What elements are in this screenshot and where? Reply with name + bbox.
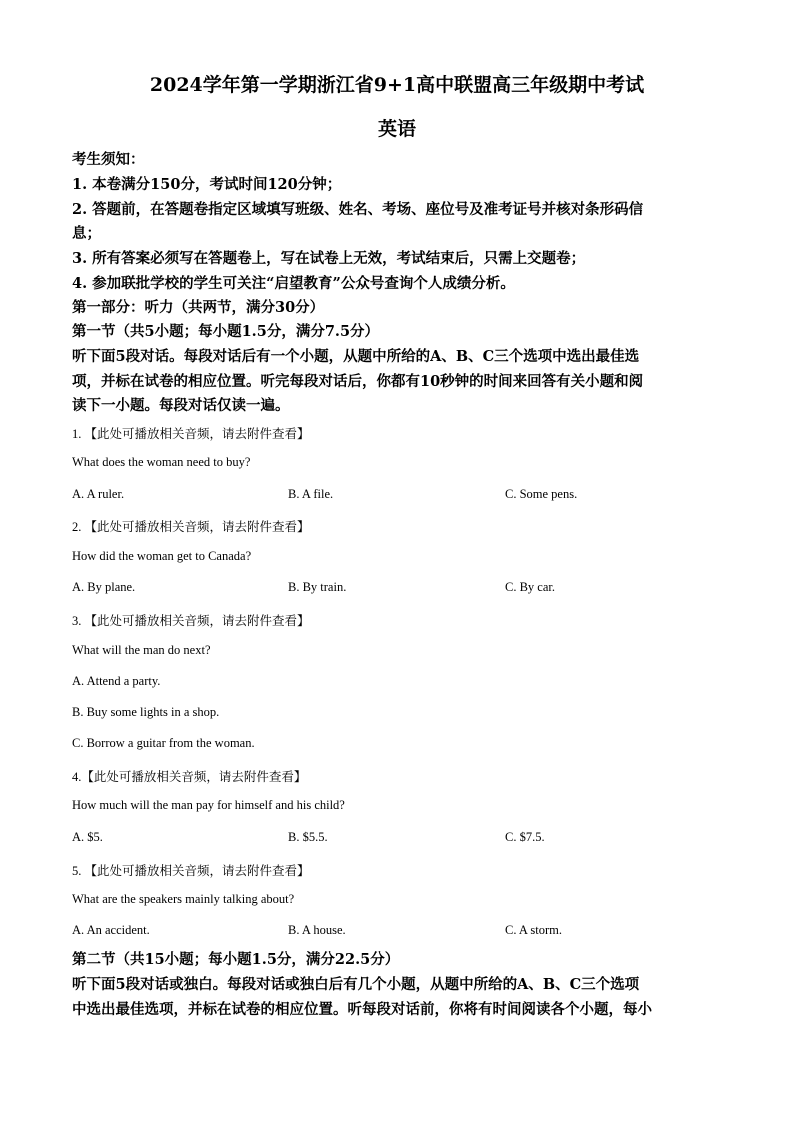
question-number: 2.	[72, 520, 82, 534]
question-4-text: How much will the man pay for himself and his child?	[72, 798, 345, 812]
question-2-option-c: C. By car.	[505, 580, 555, 594]
question-number: 1.	[72, 427, 82, 441]
audio-note: 【此处可播放相关音频，请去附件查看】	[84, 863, 310, 878]
question-number: 4.	[72, 770, 82, 784]
question-4-option-b: B. $5.5.	[288, 830, 328, 844]
question-3-audio-note	[72, 611, 310, 629]
question-3-option-b: B. Buy some lights in a shop.	[72, 705, 220, 719]
question-4-audio-note	[72, 767, 306, 785]
question-2-audio-note	[72, 517, 310, 535]
part1-heading: 第一部分：听力（共两节，满分30分）	[72, 299, 325, 316]
section2-instruction-1: 听下面5段对话或独白。每段对话或独白后有几个小题，从题中所给的A、B、C三个选项	[72, 976, 640, 993]
audio-note: 【此处可播放相关音频，请去附件查看】	[84, 613, 310, 628]
question-5-option-a: A. An accident.	[72, 923, 150, 937]
question-3-option-a: A. Attend a party.	[72, 674, 161, 688]
section1-heading: 第一节（共5小题；每小题1.5分，满分7.5分）	[72, 323, 380, 340]
exam-subject: 英语	[377, 118, 416, 140]
notice-heading: 考生须知：	[72, 151, 145, 168]
notice-item-2-cont: 息；	[72, 225, 101, 242]
section1-instruction-3: 读下一小题。每段对话仅读一遍。	[72, 397, 290, 414]
notice-item-2: 2. 答题前，在答题卷指定区域填写班级、姓名、考场、座位号及准考证号并核对条形码信	[72, 201, 644, 218]
question-number: 3.	[72, 614, 82, 628]
question-1-option-a: A. A ruler.	[72, 487, 125, 501]
question-number: 5.	[72, 864, 82, 878]
section2-heading: 第二节（共15小题；每小题1.5分，满分22.5分）	[72, 951, 400, 968]
question-3-option-c: C. Borrow a guitar from the woman.	[72, 736, 255, 750]
question-4-option-c: C. $7.5.	[505, 830, 545, 844]
question-2-option-a: A. By plane.	[72, 580, 136, 594]
question-1-text: What does the woman need to buy?	[72, 455, 251, 469]
audio-note: 【此处可播放相关音频，请去附件查看】	[81, 769, 307, 784]
notice-item-4: 4. 参加联批学校的学生可关注“启望教育”公众号查询个人成绩分析。	[72, 275, 515, 292]
question-1-option-b: B. A file.	[288, 487, 334, 501]
question-5-option-c: C. A storm.	[505, 923, 562, 937]
notice-item-3: 3. 所有答案必须写在答题卷上，写在试卷上无效，考试结束后，只需上交题卷；	[72, 250, 586, 267]
exam-title: 2024学年第一学期浙江省9+1高中联盟高三年级期中考试	[149, 74, 645, 96]
question-5-text: What are the speakers mainly talking about?	[72, 892, 295, 906]
section1-instruction-2: 项，并标在试卷的相应位置。听完每段对话后，你都有10秒钟的时间来回答有关小题和阅	[72, 373, 644, 390]
question-5-option-b: B. A house.	[288, 923, 346, 937]
question-2-option-b: B. By train.	[288, 580, 347, 594]
question-5-audio-note	[72, 861, 310, 879]
question-3-text: What will the man do next?	[72, 643, 211, 657]
section1-instruction-1: 听下面5段对话。每段对话后有一个小题，从题中所给的A、B、C三个选项中选出最佳选	[72, 348, 640, 365]
audio-note: 【此处可播放相关音频，请去附件查看】	[84, 519, 310, 534]
audio-note: 【此处可播放相关音频，请去附件查看】	[84, 426, 310, 441]
question-1-option-c: C. Some pens.	[505, 487, 578, 501]
section2-instruction-2: 中选出最佳选项，并标在试卷的相应位置。听每段对话前，你将有时间阅读各个小题，每小	[72, 1001, 652, 1018]
question-4-option-a: A. $5.	[72, 830, 103, 844]
question-2-text: How did the woman get to Canada?	[72, 549, 252, 563]
notice-item-1: 1. 本卷满分150分，考试时间120分钟；	[72, 176, 342, 193]
question-1-audio-note	[72, 424, 310, 442]
